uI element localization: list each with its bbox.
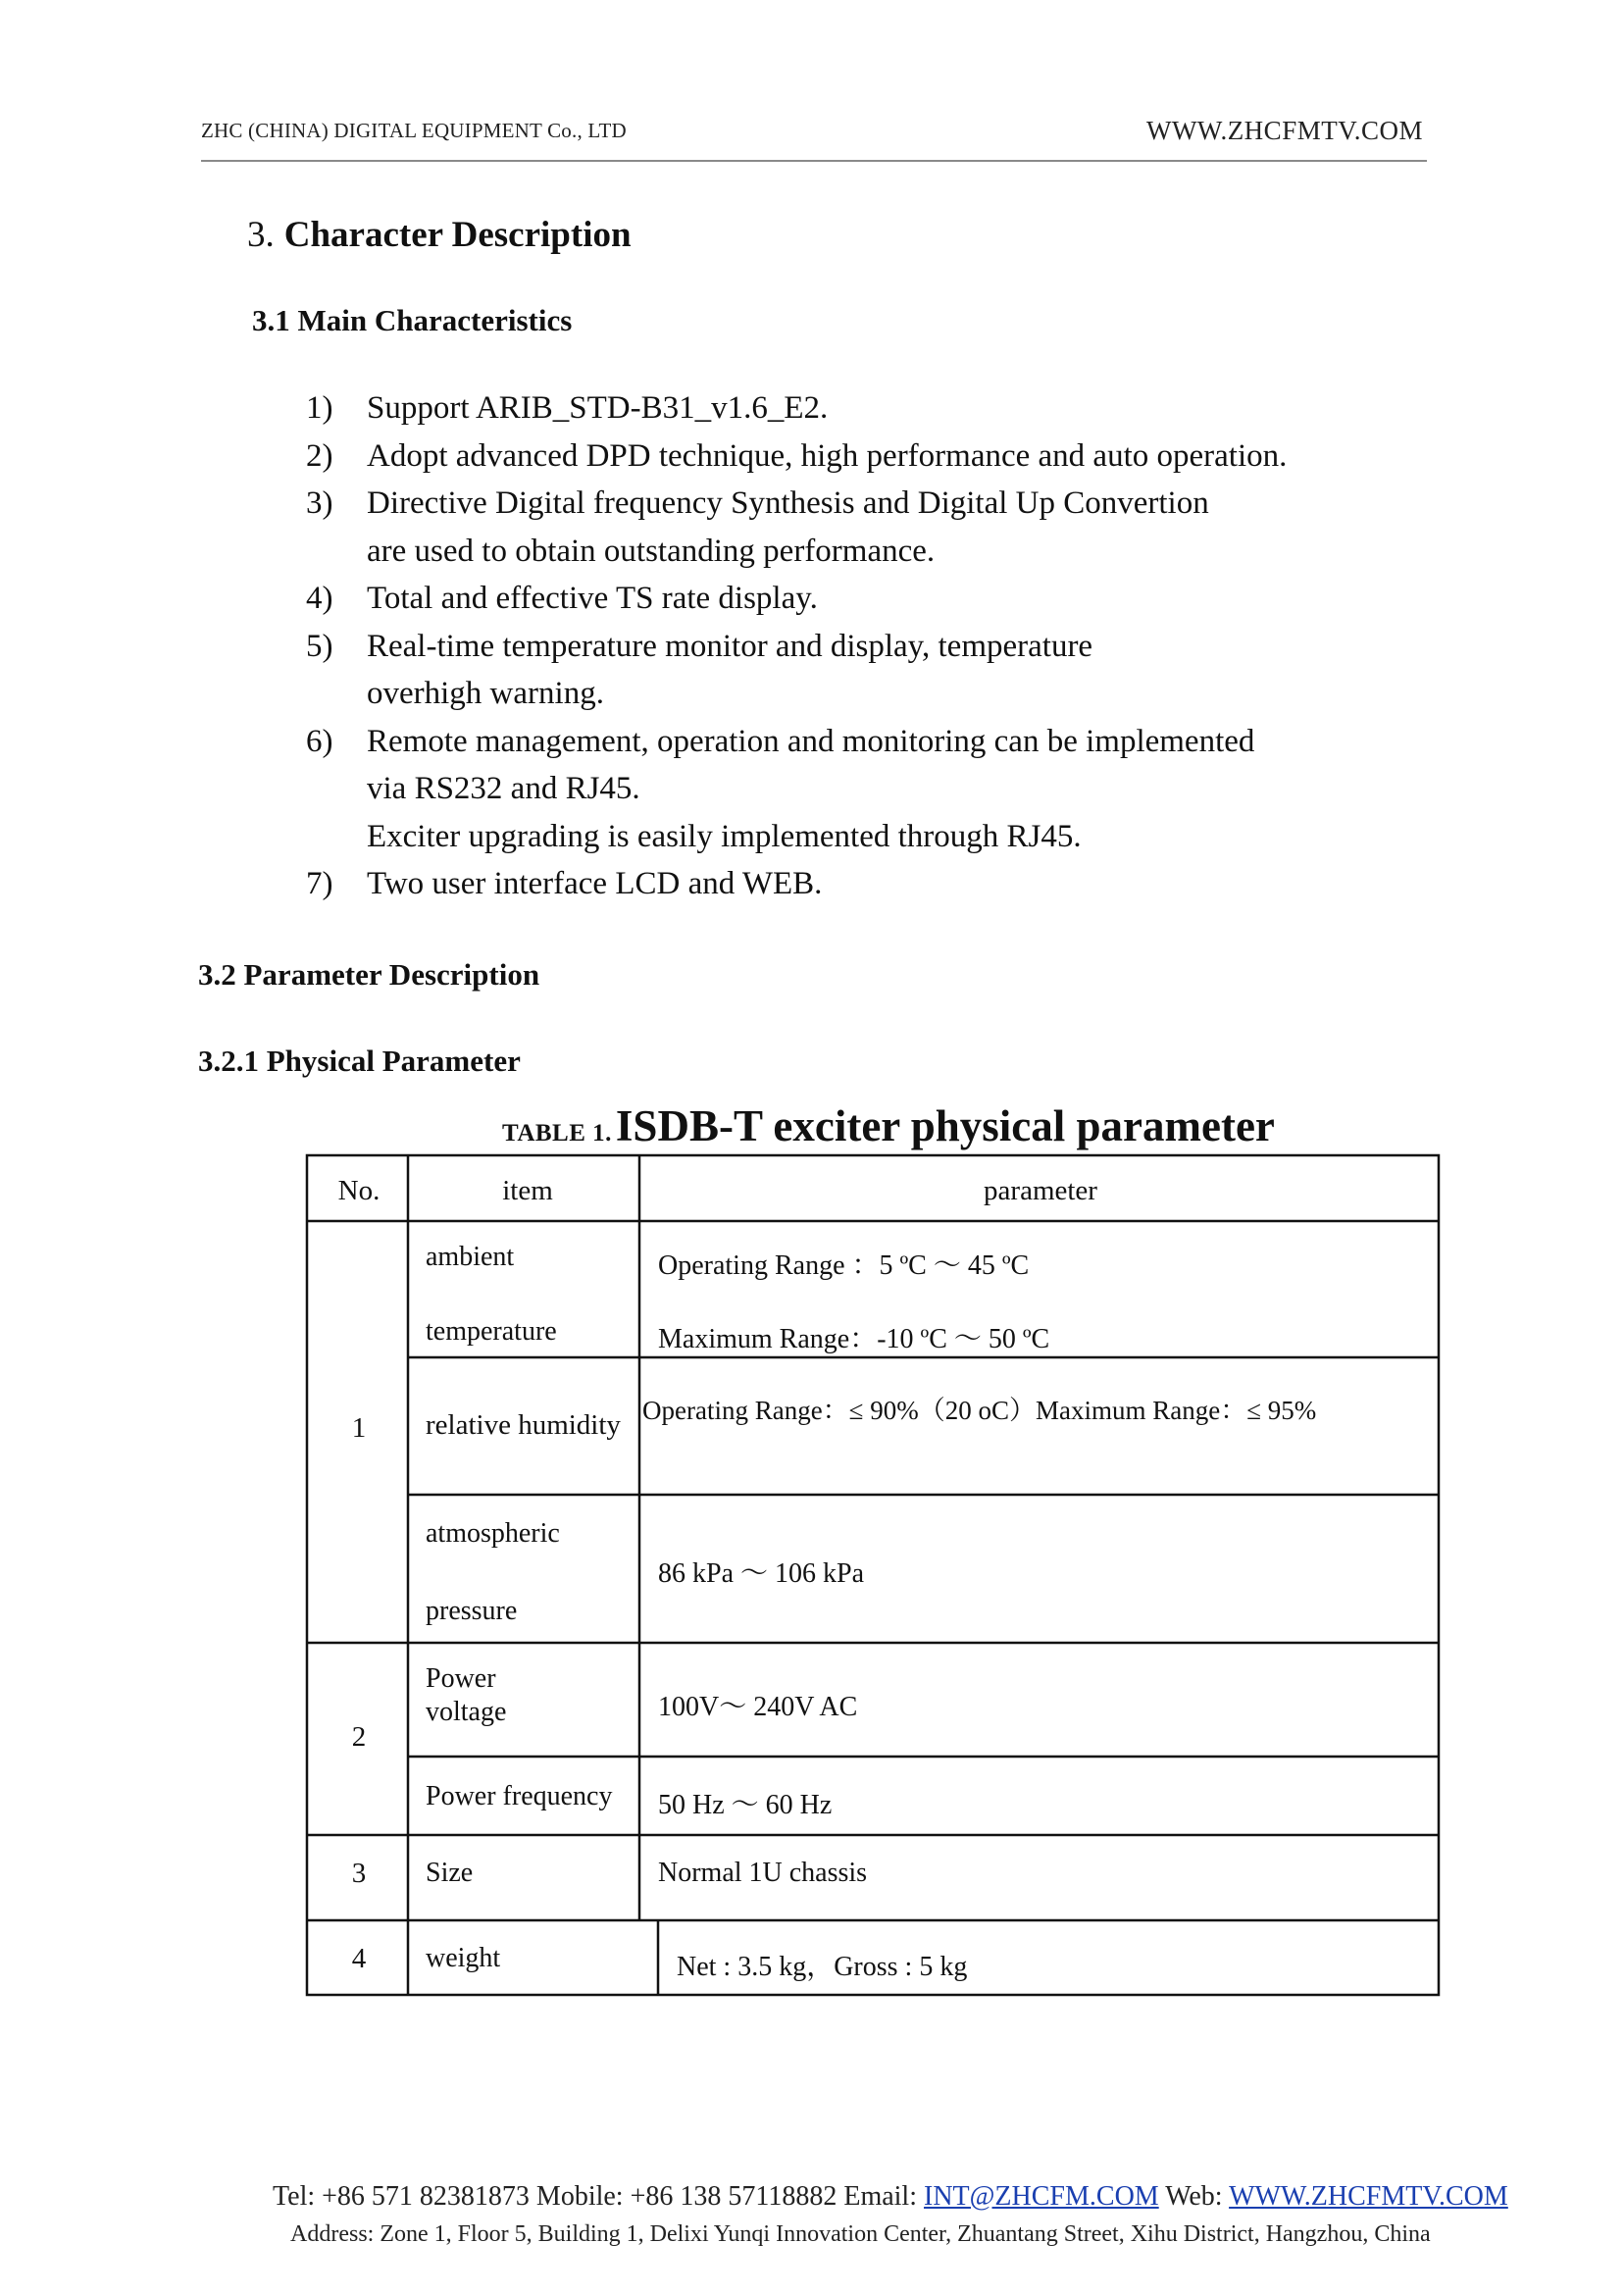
table-cell-item: Power [426,1663,496,1694]
footer-web-link[interactable]: WWW.ZHCFMTV.COM [1229,2181,1508,2212]
table-cell-item: Power frequency [426,1781,613,1811]
table-caption-title: ISDB-T exciter physical parameter [615,1101,1275,1150]
list-item-text: Support ARIB_STD-B31_v1.6_E2. [367,390,829,426]
table-caption [502,1100,1275,1151]
table-cell-item: weight [426,1943,501,1973]
table-cell-item: ambient [426,1242,515,1272]
list-item-text: Directive Digital frequency Synthesis and Digital Up Convertion [367,485,1209,521]
footer-phone-text: Tel: +86 571 82381873 Mobile: +86 138 57118882 Email: [273,2181,924,2212]
list-item-number: 3) [306,485,333,521]
footer-web-label: Web: [1158,2181,1230,2212]
table-cell-no: 3 [351,1858,367,1889]
table-cell-no: 4 [351,1943,367,1974]
list-item-text: Remote management, operation and monitoring can be implemented [367,723,1255,759]
list-item [306,575,1287,623]
list-item-text: Exciter upgrading is easily implemented through RJ45. [367,818,1082,854]
section-heading [247,214,632,256]
main-characteristics-heading: 3.1 Main Characteristics [252,303,573,337]
list-item-number: 6) [306,723,333,759]
list-item-text: Adopt advanced DPD technique, high performance and auto operation. [367,437,1288,474]
list-item-number: 1) [306,390,333,426]
list-item-number: 5) [306,628,333,664]
list-item-number: 7) [306,866,333,901]
table-cell-no: 2 [351,1721,367,1753]
footer-address: Address: Zone 1, Floor 5, Building 1, Delixi Yunqi Innovation Center, Zhuantang Street, Xihu District, Hangzhou, China [290,2221,1431,2247]
table-cell-parameter: Operating Range：≤ 90%（20 oC）Maximum Range：≤ 95% [642,1396,1317,1425]
list-item [306,384,1287,433]
list-item [306,718,1287,861]
header-divider [201,160,1427,162]
list-item [306,433,1287,481]
company-website: WWW.ZHCFMTV.COM [1145,116,1423,145]
table-cell-item: voltage [426,1697,507,1727]
table-header-parameter: parameter [984,1175,1097,1206]
parameter-description-heading: 3.2 Parameter Description [198,957,540,992]
section-title: Character Description [283,215,632,255]
list-item-text: Two user interface LCD and WEB. [367,866,823,901]
list-item-number: 2) [306,437,333,474]
table-cell-parameter: Net : 3.5 kg，Gross : 5 kg [677,1952,968,1982]
characteristics-list [306,384,1287,908]
table-cell-item: temperature [426,1316,557,1347]
table-cell-parameter: 100V～ 240V AC [658,1692,858,1722]
table-header-item: item [502,1175,553,1206]
list-item [306,623,1287,718]
list-item-text: overhigh warning. [367,676,604,711]
list-item-text: via RS232 and RJ45. [367,771,640,806]
section-number: 3. [247,215,275,255]
list-item [306,860,1287,908]
table-cell-parameter: Normal 1U chassis [658,1858,868,1888]
table-cell-parameter: 86 kPa ～ 106 kPa [658,1558,865,1589]
list-item-number: 4) [306,581,333,616]
list-item-text: Total and effective TS rate display. [367,581,818,616]
table-cell-parameter: Maximum Range：-10 ºC ～ 50 ºC [658,1324,1050,1354]
footer-contact [273,2181,1508,2213]
table-caption-prefix: TABLE 1. [502,1120,612,1147]
list-item [306,480,1287,575]
physical-parameter-heading: 3.2.1 Physical Parameter [198,1044,521,1078]
company-name: ZHC (CHINA) DIGITAL EQUIPMENT Co., LTD [201,119,627,142]
table-cell-item: Size [426,1858,474,1888]
footer-email-link[interactable]: INT@ZHCFM.COM [924,2181,1159,2212]
table-header-no: No. [337,1175,381,1206]
list-item-text: Real-time temperature monitor and display, temperature [367,628,1093,664]
table-cell-no: 1 [351,1412,367,1444]
table-cell-item: relative humidity [426,1409,621,1441]
table-cell-parameter: 50 Hz ～ 60 Hz [658,1790,833,1820]
list-item-text: are used to obtain outstanding performance. [367,533,936,569]
table-cell-item: pressure [426,1596,518,1626]
table-cell-parameter: Operating Range ：5 ºC ～ 45 ºC [658,1250,1030,1281]
table-cell-item: atmospheric [426,1518,560,1549]
